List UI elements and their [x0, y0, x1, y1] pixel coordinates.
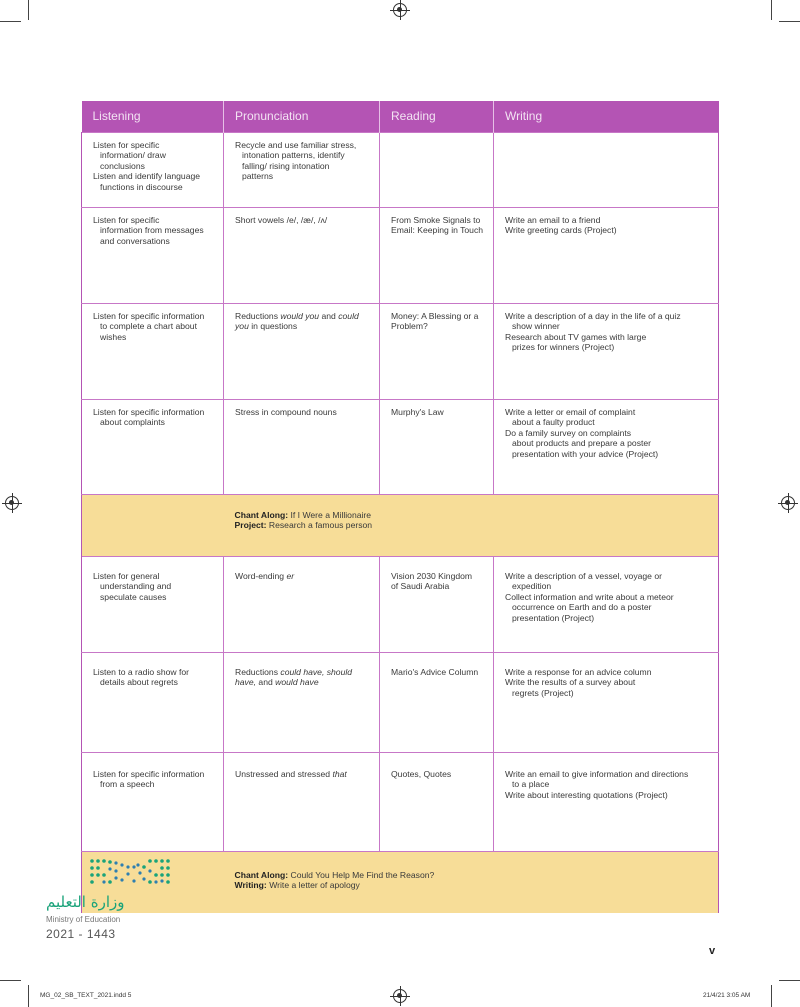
cell-writing: Write an email to give information and directions to a place Write about interesting quotations (Project) [494, 753, 719, 852]
footer-date: 21/4/21 3:05 AM [703, 992, 751, 999]
crop-mark [0, 980, 21, 981]
crop-mark [779, 21, 800, 22]
registration-mark-icon [393, 3, 407, 17]
cell-reading: Quotes, Quotes [380, 753, 494, 852]
chant-along-line: Chant Along: If I Were a Millionaire [234, 510, 372, 520]
logo-english-text: Ministry of Education [46, 915, 121, 924]
ministry-logo [44, 857, 184, 947]
cell-listening: Listen for general understanding and speculate causes [82, 557, 224, 653]
cell-writing: Write a description of a day in the life of a quiz show winner Research about TV games with large prizes for winners (Project) [494, 304, 719, 400]
cell-listening: Listen for specific information from a speech [82, 753, 224, 852]
cell-listening: Listen for specific information from messages and conversations [82, 208, 224, 304]
registration-mark-icon [393, 989, 407, 1003]
cell-reading: Murphy's Law [380, 400, 494, 495]
cell-listening: Listen for specific information to complete a chart about wishes [82, 304, 224, 400]
header-pronunciation: Pronunciation [224, 101, 380, 133]
table-row [82, 133, 719, 208]
writing-line: Writing: Write a letter of apology [234, 880, 360, 891]
header-writing: Writing [494, 101, 719, 133]
cell-writing [494, 133, 719, 208]
cell-reading: Vision 2030 Kingdom of Saudi Arabia [380, 557, 494, 653]
footer-file: MG_02_SB_TEXT_2021.indd 5 [40, 992, 132, 999]
cell-reading [380, 133, 494, 208]
cell-pronunciation: Unstressed and stressed that [224, 753, 380, 852]
crop-mark [0, 21, 21, 22]
crop-mark [28, 985, 29, 1007]
cell-pronunciation: Stress in compound nouns [224, 400, 380, 495]
table-header-row [82, 101, 719, 133]
cell-reading: Money: A Blessing or a Problem? [380, 304, 494, 400]
cell-writing: Write an email to a friend Write greeting cards (Project) [494, 208, 719, 304]
chant-along-line: Chant Along: Could You Help Me Find the Reason? [234, 870, 435, 880]
review-band [82, 495, 719, 557]
header-listening: Listening [82, 101, 224, 133]
page-number: v [709, 945, 716, 957]
cell-pronunciation: Reductions could have, should have, and would have [224, 653, 380, 753]
project-line: Project: Research a famous person [234, 520, 373, 531]
cell-pronunciation: Word-ending er [224, 557, 380, 653]
syllabus-table [81, 101, 719, 913]
logo-dots-icon [88, 857, 178, 885]
table-row [82, 304, 719, 400]
cell-pronunciation: Reductions would you and could you in questions [224, 304, 380, 400]
logo-arabic-text: وزارة التعليم [46, 893, 125, 911]
cell-listening: Listen to a radio show for details about regrets [82, 653, 224, 753]
cell-listening: Listen for specific information/ draw conclusions Listen and identify language functions in discourse [82, 133, 224, 208]
cell-reading: From Smoke Signals to Email: Keeping in Touch [380, 208, 494, 304]
cell-writing: Write a letter or email of complaint about a faulty product Do a family survey on complaints about products and prepare a poster presentation with your advice (Project) [494, 400, 719, 495]
cell-pronunciation: Short vowels /e/, /æ/, /ʌ/ [224, 208, 380, 304]
table-row [82, 208, 719, 304]
crop-mark [771, 985, 772, 1007]
cell-pronunciation: Recycle and use familiar stress, intonation patterns, identify falling/ rising intonation patterns [224, 133, 380, 208]
registration-mark-icon [5, 496, 19, 510]
logo-year: 2021 - 1443 [46, 927, 116, 941]
registration-mark-icon [781, 496, 795, 510]
crop-mark [771, 0, 772, 20]
cell-writing: Write a description of a vessel, voyage or expedition Collect information and write about a meteor occurrence on Earth and do a poster presentation (Project) [494, 557, 719, 653]
crop-mark [28, 0, 29, 20]
header-reading: Reading [380, 101, 494, 133]
cell-reading: Mario's Advice Column [380, 653, 494, 753]
cell-writing: Write a response for an advice column Write the results of a survey about regrets (Project) [494, 653, 719, 753]
table-row [82, 753, 719, 852]
table-row [82, 557, 719, 653]
table-row [82, 653, 719, 753]
crop-mark [779, 980, 800, 981]
table-row [82, 400, 719, 495]
cell-listening: Listen for specific information about complaints [82, 400, 224, 495]
